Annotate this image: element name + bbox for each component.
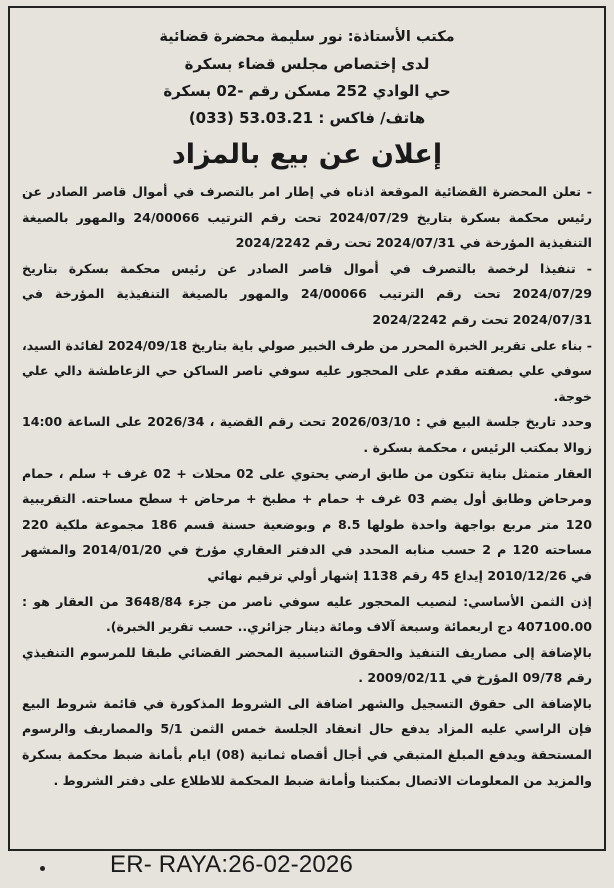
office-address: حي الوادي 252 مسكن رقم -02 بسكرة (163, 82, 451, 100)
contact-line (22, 105, 592, 132)
office-name: مكتب الأستاذة: نور سليمة محضرة قضائية (159, 29, 455, 45)
paragraph-property-description: العقار متمثل بناية تتكون من طابق ارضي يحتوي على 02 محلات + 02 غرف + سلم ، حمام ومرحاض وطابق أول يضم 03 غرف + حمام + مطبخ + مرحاض + سطح مساحته. التقريبية 120 متر مربع بواجهة واحدة طولها 8.5 م وبوضعية حسنة قسم 186 مجموعة ملكية 220 مساحته 120 م 2 حسب منابه المحدد في الدفتر العقاري مؤرخ في 2014/01/20 والمشهر في 2010/12/26 إيداع 45 رقم 1138 إشهار أولي ترقيم نهائي (22, 465, 593, 583)
publication-reference: ER- RAYA:26-02-2026 (110, 851, 354, 878)
jurisdiction: لدى إختصاص مجلس قضاء بسكرة (184, 55, 430, 73)
notice-header (22, 24, 592, 132)
bullet-dot (40, 866, 45, 871)
notice-body (22, 179, 592, 793)
paragraph-base-price: إذن الثمن الأساسي: لنصيب المحجور عليه سوفي ناصر من جزء 3648/84 من العقار هو : 407100.00 دج اربعمائة وسبعة آلاف ومائة دينار جزائري.. حسب تقرير الخبرة). (22, 593, 592, 635)
paragraph-payment-terms: بالإضافة الى حقوق التسجيل والشهر اضافة الى الشروط المذكورة في قائمة شروط البيع فإن الراسي عليه المزاد يدفع حال انعقاد الجلسة خمس الثمن 5/1 والمصاريف والرسوم المستحقة ويدفع المبلغ المتبقي في أجال أقصاه ثمانية (08) ايام بأمانة ضبط محكمة بسكرة والمزيد من المعلومات الاتصال بمكتبنا وأمانة ضبط المحكمة للاطلاع على دفتر الشروط . (22, 695, 592, 788)
paragraph-order: - تعلن المحضرة القضائية الموقعة اذناه في إطار امر بالتصرف في أموال قاصر الصادر عن رئيس محكمة بسكرة بتاريخ 2024/07/29 تحت رقم الترتيب 24/00066 والمهور بالصيغة التنفيذية المؤرخة في 2024/07/31 تحت رقم 2024/2242 (22, 184, 592, 251)
paragraph-expert-report: - بناء على تقرير الخبرة المحرر من طرف الخبير صولي باية بتاريخ 2024/09/18 لفائدة السيد، سوفي علي بصفته مقدم على المحجور عليه سوفي ناصر الساكن حي الزعاطشة دالي علي خوجة. (22, 337, 592, 404)
phone-label: هاتف/ فاكس : (318, 109, 426, 127)
notice-content (8, 6, 606, 793)
paragraph-session-date: وحدد تاريخ جلسة البيع في : 2026/03/10 تحت رقم القضية ، 2026/34 على الساعة 14:00 زوالا بمكتب الرئيس ، محكمة بسكرة . (22, 414, 593, 455)
paragraph-license: - تنفيذا لرخصة بالتصرف في أموال قاصر الصادر عن رئيس محكمة بسكرة بتاريخ 2024/07/29 تحت رقم الترتيب 24/00066 والمهور بالصيغة التنفيذية المؤرخة في 2024/07/31 تحت رقم 2024/2242 (22, 260, 592, 327)
paragraph-execution-fees: بالإضافة إلى مصاريف التنفيذ والحقوق التناسبية المحضر القضائي طبقا للمرسوم التنفيذي رقم 09/78 المؤرخ في 2009/02/11 . (22, 644, 592, 686)
notice-title: إعلان عن بيع بالمزاد (171, 139, 443, 170)
phone-number: (033) 53.03.21 (188, 109, 314, 127)
